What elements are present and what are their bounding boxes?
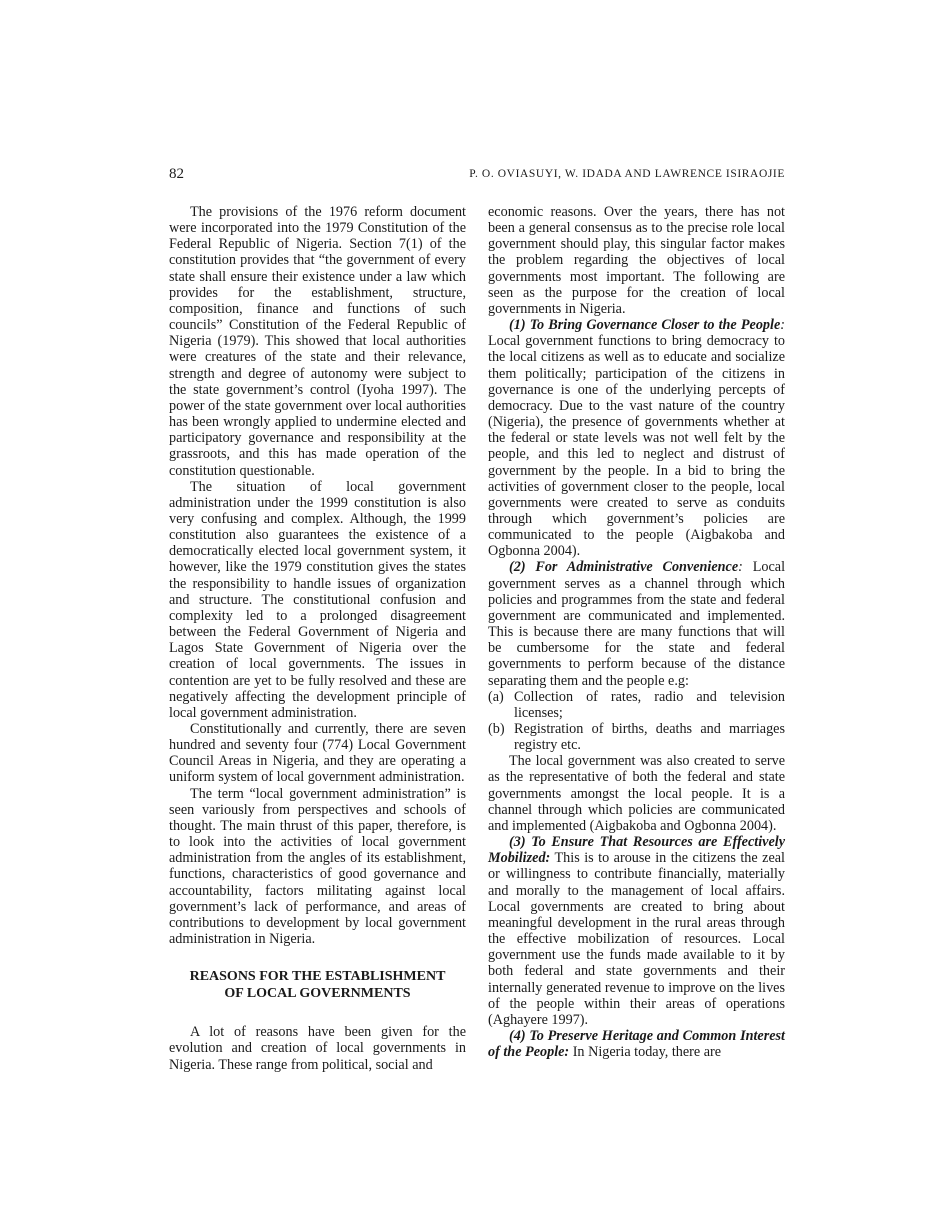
section-heading xyxy=(169,969,466,1002)
paragraph: The local government was also created to serve as the representative of both the federal and state governments amongst the local people. It is a channel through which policies are communicated and implemented (Aigbakoba and Ogbonna 2004). xyxy=(488,753,785,834)
subsection-title: (4) To Preserve Heritage and Common Interest of the People: xyxy=(488,1027,785,1061)
paragraph: A lot of reasons have been given for the evolution and creation of local governments in Nigeria. These range from political, social and xyxy=(169,1024,466,1073)
section-heading-line: REASONS FOR THE ESTABLISHMENT xyxy=(189,969,446,985)
paragraph: The term “local government administration” is seen variously from perspectives and schools of thought. The main thrust of this paper, therefore, is to look into the activities of local government administration from the angles of its establishment, functions, characteristics of good governance and accountability, factors militating against local government’s lack of performance, and areas of contributions to development by local government administration in Nigeria. xyxy=(169,785,466,948)
subsection-text: In Nigeria today, there are xyxy=(569,1044,722,1061)
paragraph: The provisions of the 1976 reform document were incorporated into the 1979 Constitution of the Federal Republic of Nigeria. Section 7(1) of the constitution provides that “the government of every state shall ensure their existence under a law which provides for the establishment, structure, composition, finance and functions of such councils” Constitution of the Federal Republic of Nigeria (1979). This showed that local authorities were creatures of the state and their relevance, strength and degree of autonomy were subject to the state government’s control (Iyoha 1997). The power of the state government over local authorities has been wrongly applied to undermine elected and participatory governance and responsibility at the grassroots, and this has made operation of the constitution questionable. xyxy=(169,204,466,479)
subsection-paragraph xyxy=(488,1028,785,1060)
subsection-title: (3) To Ensure That Resources are Effectively Mobilized: xyxy=(488,834,785,867)
list-text: Collection of rates, radio and television licenses; xyxy=(514,688,785,721)
paragraph: economic reasons. Over the years, there has not been a general consensus as to the precise role local government should play, this singular factor makes the problem regarding the objectives of local governments most important. The following are seen as the purpose for the creation of local governments in Nigeria. xyxy=(488,204,785,317)
list-text: Registration of births, deaths and marriages registry etc. xyxy=(514,721,785,754)
paragraph: The situation of local government administration under the 1999 constitution is also very confusing and complex. Although, the 1999 constitution also guarantees the existence of a democratically elected local government system, it however, like the 1979 constitution gives the states the responsibility to handle issues of organization and structure. The constitutional confusion and complexity led to a prolonged disagreement between the Federal Government of Nigeria and Lagos State Government of Nigeria over the creation of local governments. The issues in contention are yet to be fully resolved and these are negatively affecting the development principle of local government administration. xyxy=(169,478,466,721)
subsection-paragraph xyxy=(488,317,785,559)
list-item xyxy=(488,689,785,721)
list-marker: (b) xyxy=(488,721,505,737)
subsection-title: (1) To Bring Governance Closer to the People xyxy=(509,317,781,334)
page-number: 82 xyxy=(169,166,184,182)
section-heading-line: OF LOCAL GOVERNMENTS xyxy=(224,985,411,1001)
right-column xyxy=(488,204,785,1060)
paragraph: Constitutionally and currently, there are seven hundred and seventy four (774) Local Government Council Areas in Nigeria, and they are operating a uniform system of local government administration. xyxy=(169,721,466,786)
list-marker: (a) xyxy=(488,688,504,705)
running-head: P. O. OVIASUYI, W. IDADA AND LAWRENCE ISIRAOJIE xyxy=(469,168,785,180)
subsection-text: Local government serves as a channel through which policies and programmes from the state and federal government are communicated and implemented. This is because there are many functions that will be cumbersome for the state and federal governments to perform because of the distance separating them and the people e.g: xyxy=(488,559,786,689)
subsection-colon: : xyxy=(738,559,743,576)
list-item xyxy=(488,721,785,753)
subsection-paragraph xyxy=(488,559,785,688)
subsection-colon: : xyxy=(780,317,785,334)
subsection-title: (2) For Administrative Convenience xyxy=(509,559,739,576)
subsection-paragraph xyxy=(488,834,785,1028)
subsection-text: Local government functions to bring democracy to the local citizens as well as to educate and socialize them politically; participation of the citizens in governance is one of the underlying percepts of democracy. Due to the vast nature of the country (Nigeria), the presence of governments whether at the federal or state levels was not well felt by the people, and this led to neglect and distrust of government by the people. In a bid to bring the activities of government closer to the people, local governments were created to serve as conduits through which government’s policies are communicated to the people (Aigbakoba and Ogbonna 2004). xyxy=(488,333,785,560)
left-column xyxy=(169,204,466,1073)
subsection-text: This is to arouse in the citizens the zeal or willingness to contribute financially, materially and morally to the management of local affairs. Local governments are created to bring about meaningful development in the rural areas through the effective mobilization of resources. Local government use the funds made available to it by both federal and state governments and their internally generated revenue to improve on the lives of the people within their areas of operations (Aghayere 1997). xyxy=(488,850,785,1028)
